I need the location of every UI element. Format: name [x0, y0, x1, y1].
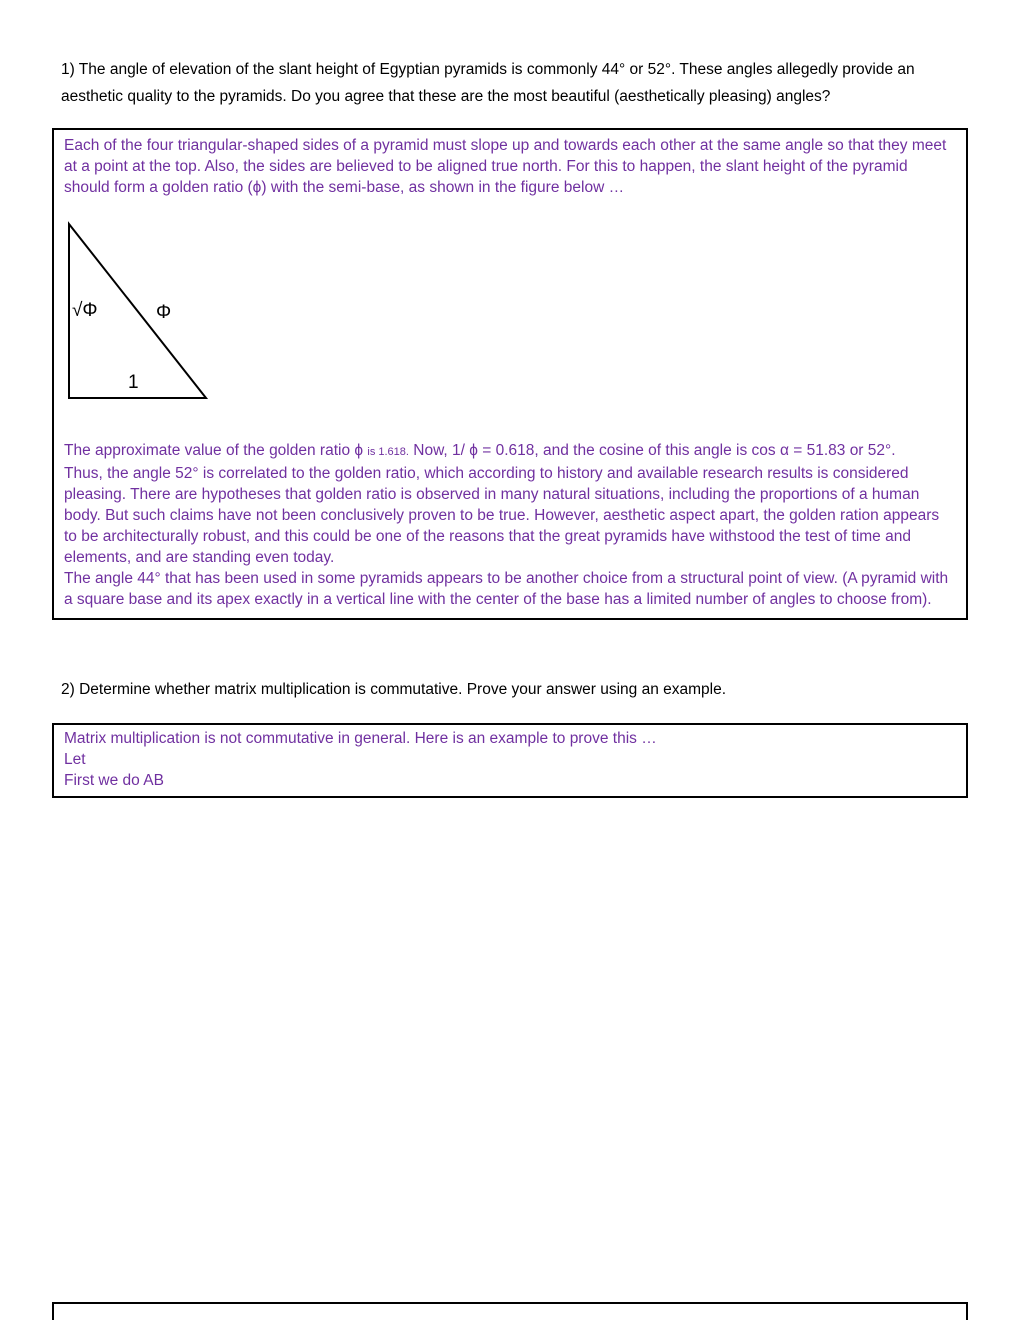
answer-2-line-1: Matrix multiplication is not commutative in general. Here is an example to prove this … — [64, 730, 657, 747]
answer-2-box — [52, 723, 968, 798]
answer-1-paragraph-2-lead: The approximate value of the golden ratio ϕ — [64, 442, 368, 459]
answer-1-paragraph-2 — [64, 440, 956, 463]
triangle-base-label: 1 — [128, 372, 139, 393]
question-1-text: 1) The angle of elevation of the slant height of Egyptian pyramids is commonly 44° or 52°. These angles allegedly provide an aesthetic quality to the pyramids. Do you agree that these are the most beautiful (aesthetically pleasing) angles? — [61, 61, 915, 105]
answer-1-paragraph-2-tail: Now, 1/ ϕ = 0.618, and the cosine of this angle is cos α = 51.83 or 52°. — [408, 442, 896, 459]
question-2-text: 2) Determine whether matrix multiplication is commutative. Prove your answer using an example. — [61, 681, 727, 698]
document-content — [52, 56, 968, 798]
golden-ratio-triangle-figure — [66, 220, 226, 402]
right-triangle-diagram — [66, 220, 226, 402]
triangle-height-label: √Φ — [72, 300, 98, 321]
answer-1-box — [52, 128, 968, 620]
answer-3-box-partial — [52, 1302, 968, 1320]
answer-1-paragraph-3: Thus, the angle 52° is correlated to the golden ratio, which according to history and available research results is considered pleasing. There are hypotheses that golden ratio is observed in many natural situations, including the proportions of a human body. But such claims have not been conclusively proven to be true. However, aesthetic aspect apart, the golden ration appears to be architecturally robust, and this could be one of the reasons that the great pyramids have withstood the test of time and elements, and are standing even today. — [64, 465, 940, 566]
answer-1-paragraph-1: Each of the four triangular-shaped sides of a pyramid must slope up and towards each other at the same angle so that they meet at a point at the top. Also, the sides are believed to be aligned true north. For this to happen, the slant height of the pyramid should form a golden ratio (ϕ) with the semi-base, as shown in the figure below … — [64, 137, 947, 196]
answer-2-line-2: Let — [64, 751, 86, 768]
answer-1-paragraph-4: The angle 44° that has been used in some pyramids appears to be another choice from a structural point of view. (A pyramid with a square base and its apex exactly in a vertical line with the center of the base has a limited number of angles to choose from). — [64, 570, 949, 608]
triangle-hypotenuse-label: Φ — [156, 302, 172, 323]
answer-2-line-3: First we do AB — [64, 772, 164, 789]
answer-1-paragraph-2-small-text: is 1.618. — [367, 446, 409, 458]
